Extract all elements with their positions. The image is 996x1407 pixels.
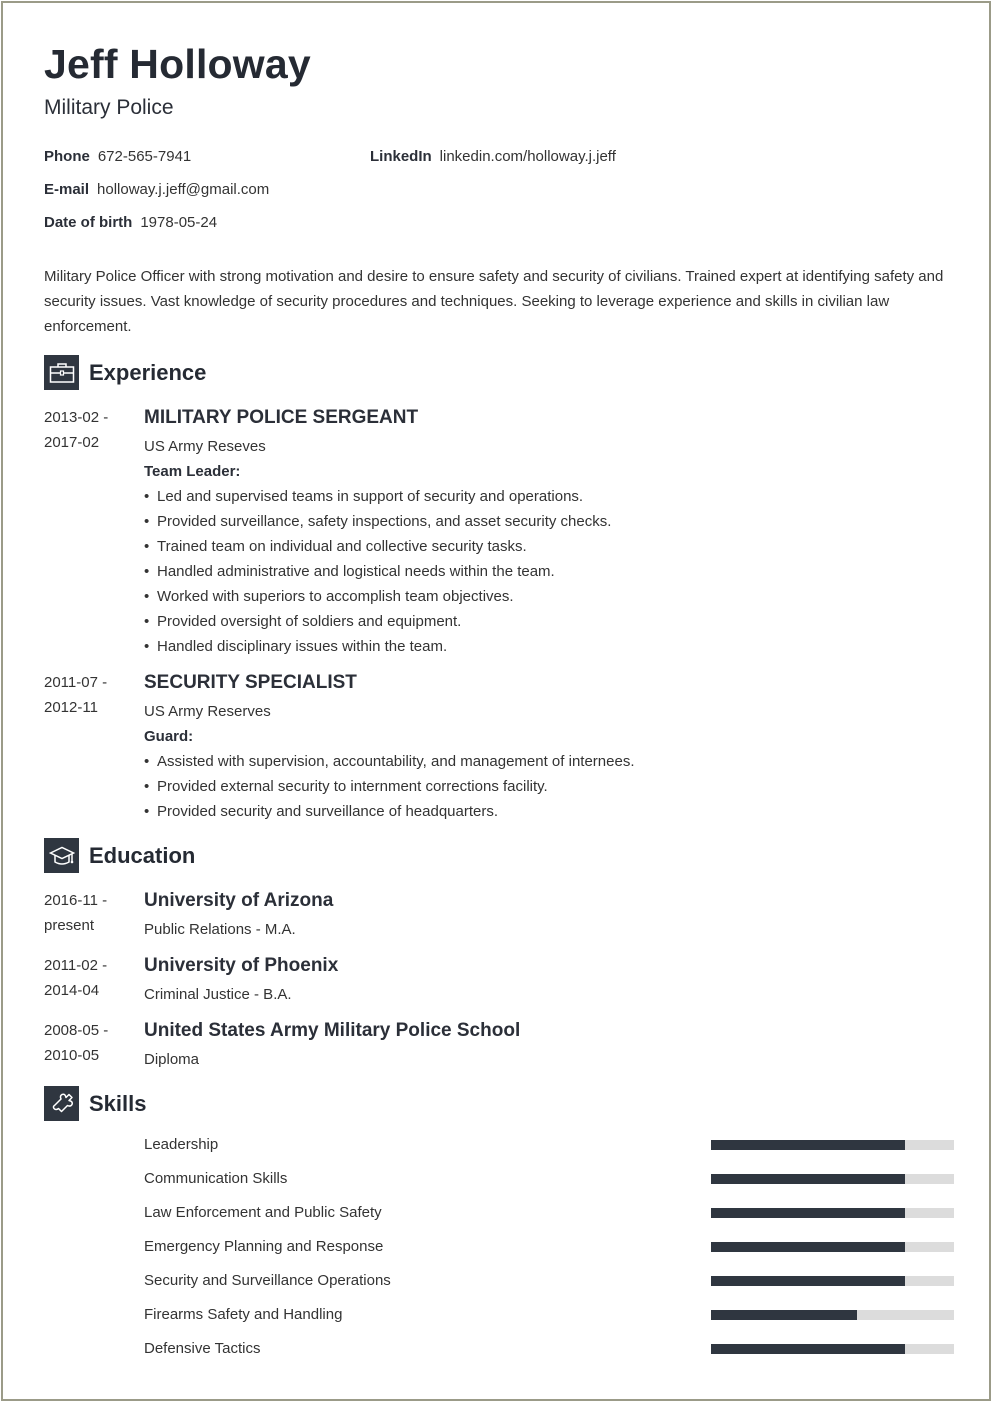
bullet-item: • Trained team on individual and collective security tasks. [144,534,944,559]
skill-name: Law Enforcement and Public Safety [144,1204,382,1221]
education-section-header [44,838,195,873]
linkedin-value[interactable]: linkedin.com/holloway.j.jeff [439,148,616,165]
contact-linkedin [370,148,616,165]
skill-name: Security and Surveillance Operations [144,1272,391,1289]
skill-level-bar [711,1208,954,1218]
resume-page [1,1,991,1401]
skill-level-fill [711,1310,857,1320]
degree: Criminal Justice - B.A. [144,986,292,1003]
school-name: University of Phoenix [144,955,339,976]
skills-section-header [44,1086,146,1121]
date-start: 2011-02 - [44,957,108,974]
skill-level-bar [711,1140,954,1150]
bullet-item: • Handled disciplinary issues within the team. [144,634,944,659]
job-organization: US Army Reseves [144,438,266,455]
date-end: 2017-02 [44,434,100,451]
job-subtitle: Guard: [144,728,194,745]
job-body [144,670,944,824]
email-value[interactable]: holloway.j.jeff@gmail.com [97,181,270,198]
skill-level-fill [711,1344,905,1354]
contact-email [44,181,269,198]
dob-label: Date of birth [44,214,133,231]
date-end: 2012-11 [44,699,98,716]
date-start: 2016-11 - [44,892,108,909]
skill-row [144,1271,954,1291]
skill-level-fill [711,1242,905,1252]
skill-name: Emergency Planning and Response [144,1238,384,1255]
skill-level-fill [711,1174,905,1184]
bullet-item: • Provided external security to internment corrections facility. [144,774,944,799]
job-title: MILITARY POLICE SERGEANT [144,407,419,428]
graduation-cap-icon [44,838,79,873]
degree: Diploma [144,1051,200,1068]
education-dates [44,1018,134,1068]
job-bullets [144,484,944,659]
skill-level-bar [711,1310,954,1320]
email-label: E-mail [44,181,90,198]
education-dates [44,888,134,938]
skill-name: Leadership [144,1136,219,1153]
contact-phone [44,148,191,165]
skill-level-bar [711,1344,954,1354]
education-heading: Education [89,842,196,868]
date-start: 2011-07 - [44,674,108,691]
profile-summary: Military Police Officer with strong motivation and desire to ensure safety and security of civilians. Trained expert at identifying safety and security issues. Vast knowledge of security procedures and techniques. Seeking to leverage experience and skills in civilian law enforcement. [44,268,944,335]
puzzle-piece-icon [44,1086,79,1121]
skill-row [144,1203,954,1223]
linkedin-label: LinkedIn [370,148,432,165]
education-body [144,1018,944,1072]
phone-label: Phone [44,148,90,165]
experience-heading: Experience [89,359,207,385]
skill-level-fill [711,1276,905,1286]
experience-section-header [44,355,206,390]
skill-level-fill [711,1140,905,1150]
skill-level-bar [711,1276,954,1286]
education-dates [44,953,134,1003]
job-dates [44,405,134,455]
job-dates [44,670,134,720]
contact-dob [44,214,217,231]
date-end: 2010-05 [44,1047,100,1064]
skill-row [144,1237,954,1257]
bullet-item: • Provided security and surveillance of headquarters. [144,799,944,824]
dob-value: 1978-05-24 [140,214,218,231]
date-start: 2008-05 - [44,1022,109,1039]
skills-heading: Skills [89,1090,147,1116]
bullet-item: • Provided surveillance, safety inspections, and asset security checks. [144,509,944,534]
briefcase-icon [44,355,79,390]
date-end: 2014-04 [44,982,100,999]
skill-level-bar [711,1242,954,1252]
date-start: 2013-02 - [44,409,109,426]
skill-row [144,1169,954,1189]
skill-name: Firearms Safety and Handling [144,1306,343,1323]
skill-row [144,1135,954,1155]
school-name: United States Army Military Police School [144,1020,521,1041]
job-subtitle: Team Leader: [144,463,241,480]
degree: Public Relations - M.A. [144,921,296,938]
school-name: University of Arizona [144,890,334,911]
bullet-item: • Provided oversight of soldiers and equipment. [144,609,944,634]
skill-name: Defensive Tactics [144,1340,261,1357]
skill-row [144,1339,954,1359]
bullet-item: • Led and supervised teams in support of security and operations. [144,484,944,509]
skill-row [144,1305,954,1325]
job-title: SECURITY SPECIALIST [144,672,357,693]
candidate-name: Jeff Holloway [44,41,311,87]
job-organization: US Army Reserves [144,703,271,720]
job-body [144,405,944,659]
date-end: present [44,917,95,934]
skill-level-bar [711,1174,954,1184]
phone-value: 672-565-7941 [97,148,192,165]
education-body [144,888,944,942]
candidate-title: Military Police [44,96,174,119]
skill-level-fill [711,1208,905,1218]
job-bullets [144,749,944,824]
education-body [144,953,944,1007]
skill-name: Communication Skills [144,1170,288,1187]
bullet-item: • Worked with superiors to accomplish team objectives. [144,584,944,609]
bullet-item: • Assisted with supervision, accountability, and management of internees. [144,749,944,774]
bullet-item: • Handled administrative and logistical needs within the team. [144,559,944,584]
